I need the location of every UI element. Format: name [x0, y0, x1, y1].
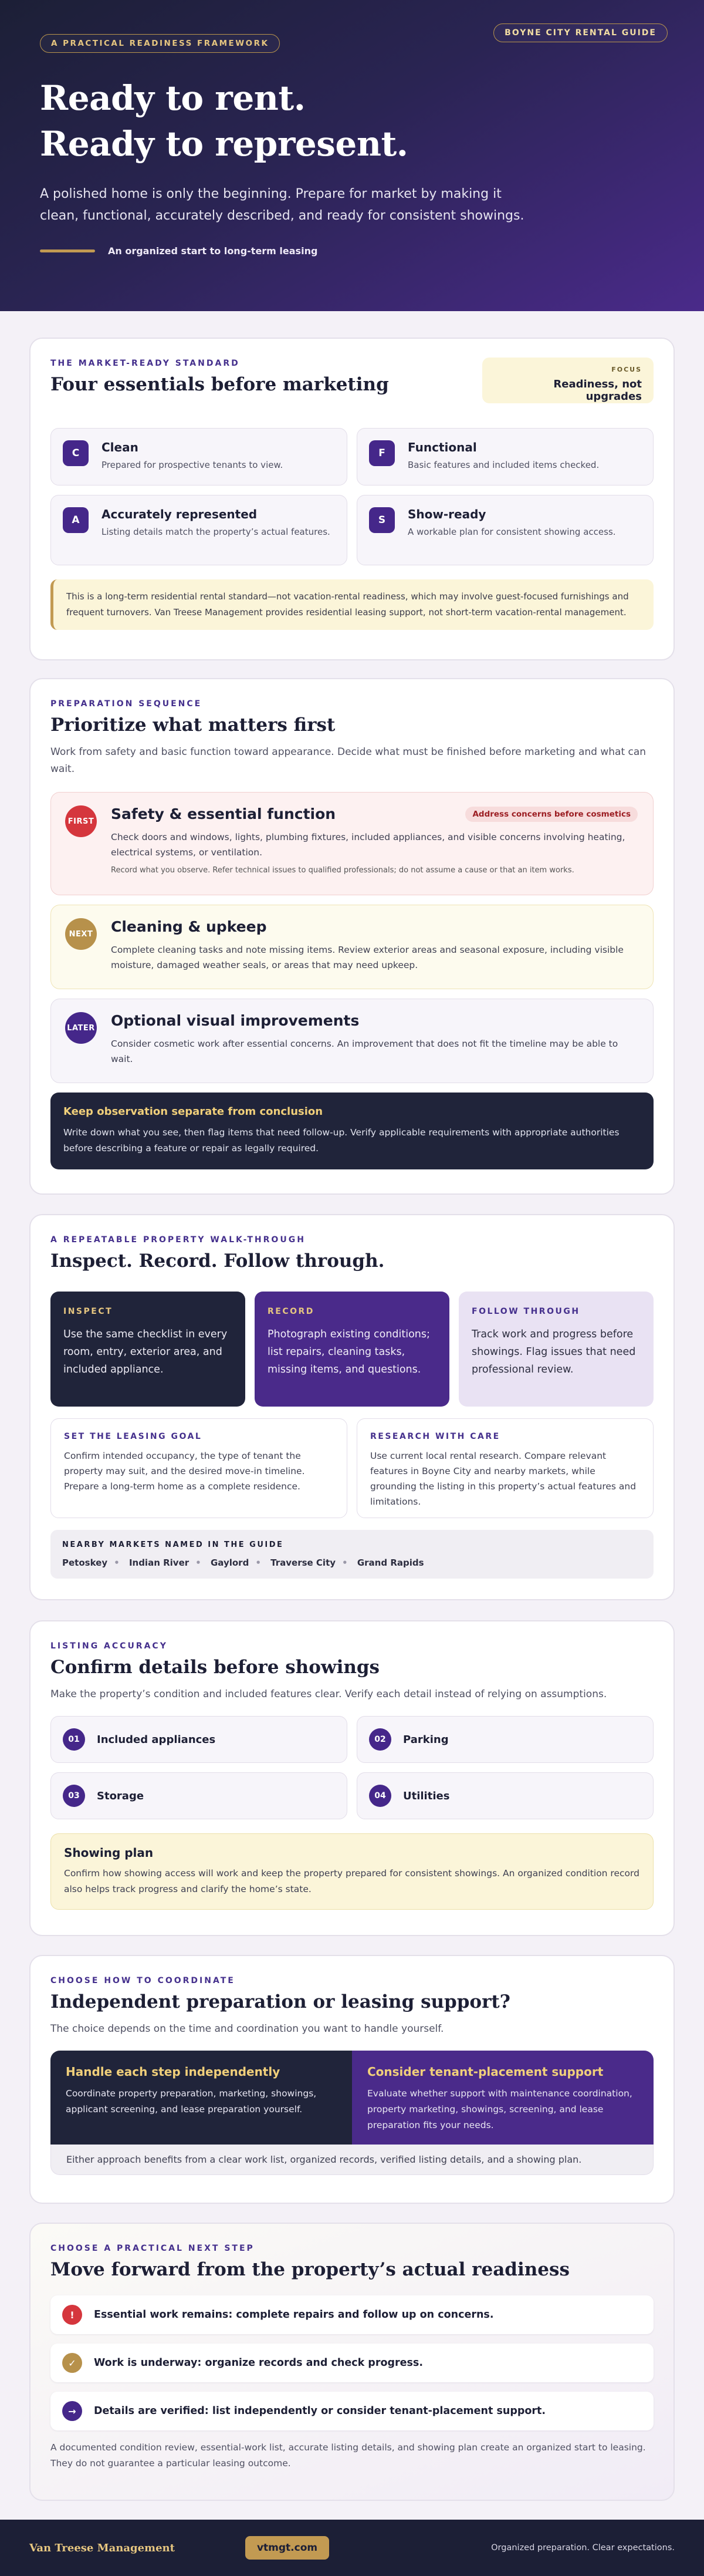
- separator-dot: •: [114, 1557, 120, 1568]
- preparation-sequence-card: [29, 678, 675, 1195]
- page-footer: [0, 2520, 704, 2576]
- arrow-right-icon: →: [62, 2401, 82, 2421]
- market-item: Indian River: [128, 1557, 189, 1568]
- essentials-grid: [50, 428, 654, 565]
- detail-included-appliances: [50, 1716, 347, 1763]
- essential-clean: [50, 428, 347, 485]
- essential-show-ready: [357, 495, 654, 565]
- column-desc: Photograph existing conditions; list repairs, cleaning tasks, missing items, and questions.: [268, 1329, 430, 1375]
- section-title: Four essentials before marketing: [50, 374, 389, 395]
- market-item: Traverse City: [270, 1557, 336, 1568]
- goal-research-grid: [50, 1418, 654, 1518]
- guide-pill: BOYNE CITY RENTAL GUIDE: [493, 23, 668, 42]
- priority-later: [50, 999, 654, 1083]
- column-label: RECORD: [268, 1307, 314, 1316]
- section-subtitle: Make the property’s condition and included features clear. Verify each detail instead of relying on assumptions.: [50, 1688, 607, 1700]
- check-icon: ✓: [62, 2353, 82, 2373]
- column-label: FOLLOW THROUGH: [472, 1307, 580, 1316]
- focus-label: FOCUS: [611, 366, 642, 373]
- column-label: INSPECT: [63, 1307, 113, 1316]
- next-badge: NEXT: [65, 918, 97, 950]
- option-title: Consider tenant-placement support: [367, 2065, 604, 2079]
- detail-label: Included appliances: [97, 1733, 216, 1746]
- step-label: Details are verified: list independently or consider tenant-placement support.: [94, 2405, 546, 2417]
- essential-desc: A workable plan for consistent showing access.: [408, 527, 616, 537]
- priority-title: Optional visual improvements: [111, 1012, 360, 1029]
- priority-desc: Complete cleaning tasks and note missing items. Review exterior areas and seasonal exposure, including visible moisture, damaged weather seals, or areas that may need upkeep.: [111, 945, 624, 970]
- plan-desc: Confirm how showing access will work and keep the property prepared for consistent showings. An organized condition record also helps track progress and clarify the home’s state.: [64, 1868, 639, 1894]
- section-subtitle: The choice depends on the time and coordination you want to handle yourself.: [50, 2023, 444, 2035]
- research-box: [357, 1418, 654, 1518]
- observation-callout: [50, 1093, 654, 1169]
- detail-label: Storage: [97, 1789, 144, 1802]
- separator-dot: •: [195, 1557, 201, 1568]
- option-split: [50, 2051, 654, 2145]
- detail-label: Utilities: [403, 1789, 450, 1802]
- step-essential-work: [50, 2295, 654, 2334]
- step-label: Essential work remains: complete repairs and follow up on concerns.: [94, 2309, 494, 2321]
- details-grid: [50, 1716, 654, 1819]
- step-details-verified: [50, 2392, 654, 2430]
- focus-value: Readiness, not upgrades: [553, 378, 642, 403]
- priority-title: Cleaning & upkeep: [111, 918, 267, 935]
- essential-accurate: [50, 495, 347, 565]
- priority-title: Safety & essential function: [111, 805, 336, 822]
- record-column: [255, 1292, 449, 1407]
- section-title: Move forward from the property’s actual readiness: [50, 2259, 570, 2280]
- independent-option: [50, 2051, 352, 2145]
- option-desc: Coordinate property preparation, marketing, showings, applicant screening, and lease preparation yourself.: [66, 2088, 317, 2115]
- number-badge: 03: [63, 1785, 85, 1807]
- hero-lead: A polished home is only the beginning. Prepare for market by making it clean, functional, accurately described, and ready for consistent showings.: [40, 187, 524, 223]
- priority-first: [50, 792, 654, 895]
- priority-next: [50, 905, 654, 989]
- callout-desc: Write down what you see, then flag items that need follow-up. Verify applicable requirements with appropriate authorities before describing a feature or repair as legally required.: [63, 1127, 620, 1154]
- section-eyebrow: CHOOSE A PRACTICAL NEXT STEP: [50, 2244, 255, 2253]
- next-step-card: [29, 2223, 675, 2501]
- section-subtitle: Work from safety and basic function toward appearance. Decide what must be finished before marketing and what can wait.: [50, 746, 647, 775]
- coordinate-card: [29, 1955, 675, 2204]
- column-desc: Track work and progress before showings. Flag issues that need professional review.: [472, 1329, 636, 1375]
- number-badge: 04: [369, 1785, 391, 1807]
- coordination-options: [50, 2051, 654, 2175]
- step-label: Work is underway: organize records and check progress.: [94, 2357, 423, 2369]
- section-eyebrow: A REPEATABLE PROPERTY WALK-THROUGH: [50, 1235, 306, 1245]
- option-title: Handle each step independently: [66, 2065, 280, 2079]
- detail-label: Parking: [403, 1733, 449, 1746]
- market-item: Gaylord: [210, 1557, 249, 1568]
- detail-parking: [357, 1716, 654, 1763]
- residential-note: This is a long-term residential rental standard—not vacation-rental readiness, which may involve guest-focused furnishings and frequent turnovers. Van Treese Management provides residential leasing support, not short-term vacation-rental management.: [50, 579, 654, 630]
- essential-title: Accurately represented: [101, 507, 258, 521]
- priority-list: [50, 792, 654, 1083]
- outcome-disclaimer: A documented condition review, essential-work list, accurate listing details, and showing plan create an organized start to leasing. They do not guarantee a particular leasing outcome.: [50, 2442, 646, 2469]
- section-title: Confirm details before showings: [50, 1657, 380, 1678]
- box-desc: Use current local rental research. Compare relevant features in Boyne City and nearby markets, while grounding the listing in this property’s actual features and limitations.: [370, 1451, 637, 1507]
- cosmetics-flag: Address concerns before cosmetics: [465, 807, 638, 822]
- next-step-list: [50, 2295, 654, 2430]
- hero-tagline-text: An organized start to long-term leasing: [108, 245, 318, 257]
- essential-desc: Prepared for prospective tenants to view.: [101, 460, 283, 470]
- later-badge: LATER: [65, 1012, 97, 1044]
- footer-tagline: Organized preparation. Clear expectations.: [491, 2543, 675, 2553]
- market-item: Grand Rapids: [357, 1557, 424, 1568]
- tenant-placement-option: [352, 2051, 654, 2145]
- number-badge: 01: [63, 1728, 85, 1751]
- section-eyebrow: CHOOSE HOW TO COORDINATE: [50, 1976, 235, 1985]
- essential-title: Functional: [408, 440, 477, 454]
- markets-label: NEARBY MARKETS NAMED IN THE GUIDE: [62, 1540, 284, 1549]
- column-desc: Use the same checklist in every room, entry, exterior area, and included appliance.: [63, 1329, 228, 1375]
- section-eyebrow: LISTING ACCURACY: [50, 1641, 168, 1651]
- options-footnote: Either approach benefits from a clear work list, organized records, verified listing details, and a showing plan.: [50, 2145, 654, 2175]
- number-badge: 02: [369, 1728, 391, 1751]
- box-label: SET THE LEASING GOAL: [64, 1432, 202, 1441]
- section-title: Inspect. Record. Follow through.: [50, 1250, 385, 1272]
- gold-divider: [40, 249, 95, 252]
- callout-title: Keep observation separate from conclusion: [63, 1105, 323, 1118]
- section-eyebrow: PREPARATION SEQUENCE: [50, 699, 202, 709]
- hero-tagline: [40, 245, 664, 257]
- separator-dot: •: [342, 1557, 348, 1568]
- step-work-underway: [50, 2344, 654, 2382]
- letter-badge: A: [63, 507, 89, 533]
- section-eyebrow: THE MARKET-READY STANDARD: [50, 359, 240, 368]
- letter-badge: C: [63, 440, 89, 466]
- hero-title-line2: Ready to represent.: [40, 124, 408, 164]
- listing-accuracy-card: [29, 1620, 675, 1936]
- focus-badge: [482, 358, 654, 403]
- nearby-markets: [50, 1530, 654, 1579]
- detail-storage: [50, 1772, 347, 1819]
- letter-badge: S: [369, 507, 395, 533]
- priority-desc: Check doors and windows, lights, plumbing fixtures, included appliances, and visible concerns involving heating, electrical systems, or ventilation.: [111, 832, 625, 858]
- section-title: Prioritize what matters first: [50, 714, 336, 736]
- market-item: Petoskey: [62, 1557, 108, 1568]
- inspect-column: [50, 1292, 245, 1407]
- brand-name: Van Treese Management: [29, 2541, 175, 2554]
- website-link[interactable]: vtmgt.com: [245, 2536, 329, 2560]
- essential-title: Clean: [101, 440, 138, 454]
- separator-dot: •: [255, 1557, 261, 1568]
- box-desc: Confirm intended occupancy, the type of tenant the property may suit, and the desired move-in timeline. Prepare a long-term home as a complete residence.: [64, 1451, 305, 1492]
- hero-banner: [0, 0, 704, 311]
- priority-desc: Consider cosmetic work after essential concerns. An improvement that does not fit the timeline may be able to wait.: [111, 1039, 618, 1064]
- markets-list: [62, 1557, 642, 1568]
- essential-functional: [357, 428, 654, 485]
- hero-title-line1: Ready to rent.: [40, 78, 306, 118]
- section-title: Independent preparation or leasing support?: [50, 1991, 510, 2012]
- follow-through-column: [459, 1292, 654, 1407]
- walkthrough-card: [29, 1214, 675, 1600]
- essential-title: Show-ready: [408, 507, 486, 521]
- market-ready-standard-card: [29, 338, 675, 660]
- essential-desc: Listing details match the property’s actual features.: [101, 527, 330, 537]
- first-badge: FIRST: [65, 805, 97, 837]
- walkthrough-columns: [50, 1292, 654, 1407]
- leasing-goal-box: [50, 1418, 347, 1518]
- alert-icon: !: [62, 2305, 82, 2325]
- box-label: RESEARCH WITH CARE: [370, 1432, 500, 1441]
- priority-extra: Record what you observe. Refer technical issues to qualified professionals; do not assume a cause or that an item works.: [111, 866, 574, 875]
- detail-utilities: [357, 1772, 654, 1819]
- showing-plan-box: [50, 1833, 654, 1910]
- letter-badge: F: [369, 440, 395, 466]
- essential-desc: Basic features and included items checked.: [408, 460, 600, 470]
- plan-title: Showing plan: [64, 1846, 154, 1860]
- option-desc: Evaluate whether support with maintenance coordination, property marketing, showings, screening, and lease preparation fits your needs.: [367, 2088, 632, 2130]
- hero-title: [40, 75, 664, 167]
- framework-pill: A PRACTICAL READINESS FRAMEWORK: [40, 34, 280, 53]
